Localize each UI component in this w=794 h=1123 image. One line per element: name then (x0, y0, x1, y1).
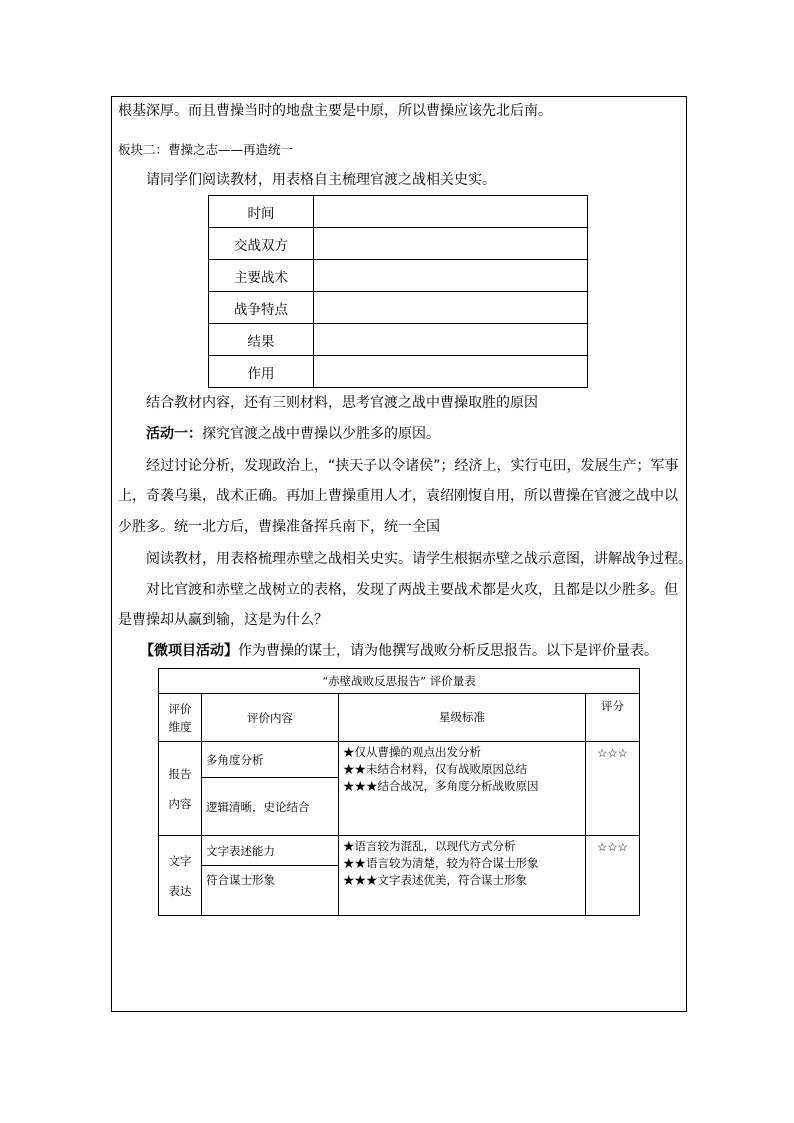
row-label: 交战双方 (209, 228, 314, 260)
dimension-cell: 报告 内容 (159, 742, 202, 836)
criteria-line: ★★语言较为清楚，较为符合谋士形象 (343, 856, 539, 870)
paragraph-line: 是曹操却从赢到输，这是为什么？ (118, 612, 328, 628)
content-item: 多角度分析 (202, 742, 339, 778)
table-row (209, 356, 588, 388)
rubric-caption: “赤壁战败反思报告” 评价量表 (159, 669, 640, 694)
rubric-table (158, 668, 640, 916)
activity-label: 活动一： (146, 426, 202, 442)
content-item: 文字表述能力 (202, 836, 339, 866)
table-cell (314, 196, 588, 228)
criteria-line: ★★未结合材料，仅有战败原因总结 (343, 762, 527, 776)
paragraph-line: 上，奇袭乌巢，战术正确。再加上曹操重用人才，袁绍刚愎自用，所以曹操在官渡之战中以 (118, 488, 678, 504)
guandu-table (208, 195, 588, 388)
criteria-cell (339, 836, 586, 916)
paragraph-line: 经过讨论分析，发现政治上，“挟天子以令诸侯”；经济上，实行屯田，发展生产；军事 (146, 458, 679, 474)
header-content: 评价内容 (202, 694, 339, 742)
criteria-line: ★语言较为混乱，以现代方式分析 (343, 839, 516, 853)
row-label: 作用 (209, 356, 314, 388)
paragraph-line: 根基深厚。而且曹操当时的地盘主要是中原，所以曹操应该先北后南。 (118, 103, 552, 119)
content-item: 逻辑清晰，史论结合 (202, 778, 339, 836)
table-row (209, 292, 588, 324)
table-row (209, 324, 588, 356)
section-heading: 板块二：曹操之志——再造统一 (118, 142, 294, 157)
table-cell (314, 228, 588, 260)
header-score: 评分 (586, 694, 640, 742)
header-dimension: 评价 维度 (159, 694, 202, 742)
table-cell (314, 260, 588, 292)
header-criteria: 星级标准 (339, 694, 586, 742)
paragraph-line: 对比官渡和赤壁之战树立的表格，发现了两战主要战术都是火攻，且都是以少胜多。但 (146, 582, 678, 598)
instruction: 请同学们阅读教材，用表格自主梳理官渡之战相关史实。 (146, 172, 496, 188)
micro-label: 【微项目活动】 (140, 643, 238, 659)
criteria-cell (339, 742, 586, 836)
score-cell: ☆☆☆ (586, 742, 640, 836)
paragraph-line: 少胜多。统一北方后，曹操准备挥兵南下，统一全国 (118, 519, 440, 535)
paragraph-line: 阅读教材，用表格梳理赤壁之战相关史实。请学生根据赤壁之战示意图，讲解战争过程。 (146, 551, 692, 567)
instruction: 结合教材内容，还有三则材料，思考官渡之战中曹操取胜的原因 (146, 395, 538, 411)
activity-line (146, 424, 440, 444)
criteria-line: ★★★结合战况，多角度分析战败原因 (343, 779, 539, 793)
table-cell (314, 324, 588, 356)
content-item: 符合谋士形象 (202, 866, 339, 916)
micro-project-line (140, 641, 658, 661)
score-cell: ☆☆☆ (586, 836, 640, 916)
row-label: 主要战术 (209, 260, 314, 292)
row-label: 时间 (209, 196, 314, 228)
activity-text: 探究官渡之战中曹操以少胜多的原因。 (202, 426, 440, 442)
criteria-line: ★仅从曹操的观点出发分析 (343, 745, 481, 759)
dimension-cell: 文字 表达 (159, 836, 202, 916)
row-label: 结果 (209, 324, 314, 356)
table-cell (314, 356, 588, 388)
micro-text: 作为曹操的谋士，请为他撰写战败分析反思报告。以下是评价量表。 (238, 643, 658, 659)
table-row (209, 196, 588, 228)
table-row (209, 228, 588, 260)
table-row (209, 260, 588, 292)
row-label: 战争特点 (209, 292, 314, 324)
criteria-line: ★★★文字表述优美，符合谋士形象 (343, 873, 527, 887)
table-cell (314, 292, 588, 324)
